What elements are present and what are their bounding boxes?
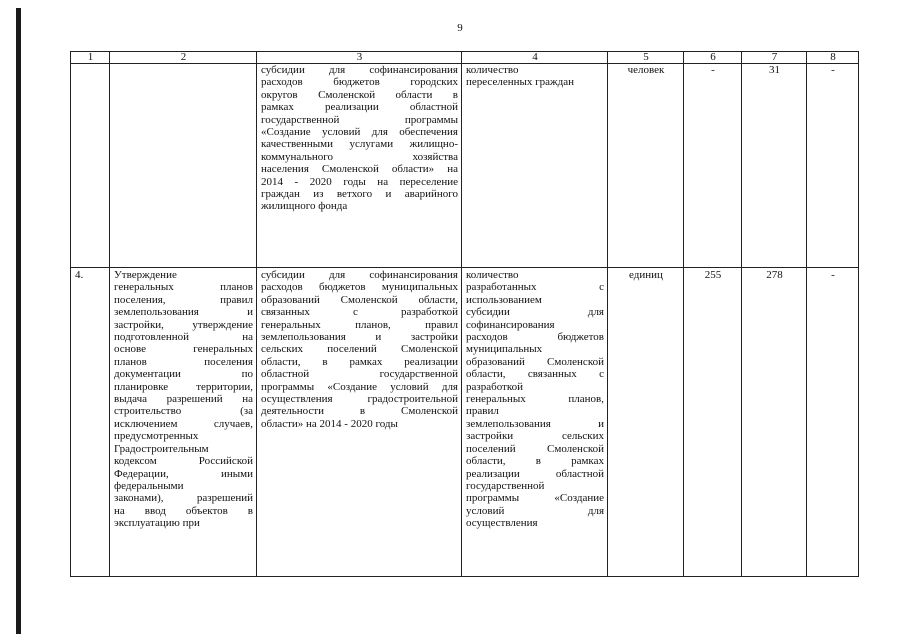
activity-cell	[110, 268, 257, 577]
cell-text-line: поселения, правил	[114, 293, 253, 306]
value-cell-col6: 255	[684, 268, 742, 577]
cell-text-line: деятельности в Смоленской	[261, 405, 458, 418]
cell-text-line: связанных с разработкой	[261, 306, 458, 319]
table-row	[71, 268, 859, 577]
header-cell: 8	[807, 52, 859, 64]
cell-text-line: генеральных планов, правил	[261, 318, 458, 331]
indicator-cell	[462, 64, 608, 268]
cell-text-line: рамках реализации областной	[261, 101, 458, 114]
cell-text-line: расходов бюджетов муниципальных	[261, 281, 458, 294]
cell-text-line: Федерации, иными	[114, 467, 253, 480]
table-row	[71, 64, 859, 268]
cell-text-line: эксплуатацию при	[114, 517, 200, 530]
unit-cell: человек	[608, 64, 684, 268]
page-number: 9	[457, 22, 463, 34]
cell-text-line: генеральных планов	[114, 281, 253, 294]
cell-text-line: исключением случаев,	[114, 417, 253, 430]
header-cell: 3	[257, 52, 462, 64]
cell-text-line: сельских поселений Смоленской	[261, 343, 458, 356]
value-cell-col7: 31	[742, 64, 807, 268]
header-cell: 7	[742, 52, 807, 64]
cell-text-line: осуществления градостроительной	[261, 393, 458, 406]
cell-text-line: планов поселения	[114, 355, 253, 368]
header-row	[71, 52, 859, 64]
funding-source-cell	[257, 64, 462, 268]
cell-text-line: образований Смоленской	[466, 355, 604, 368]
cell-text-line: области» на 2014 - 2020 годы	[261, 417, 398, 430]
cell-text-line: 2014 - 2020 годы на переселение	[261, 175, 458, 188]
cell-text-line: строительство (за	[114, 405, 253, 418]
header-cell: 6	[684, 52, 742, 64]
cell-text-line: «Создание условий для обеспечения	[261, 126, 458, 139]
cell-text-line: разработкой	[466, 380, 524, 393]
cell-text-line: кодексом Российской	[114, 455, 253, 468]
value-cell-col8: -	[807, 268, 859, 577]
header-cell: 1	[71, 52, 110, 64]
cell-text-line: жилищного фонда	[261, 200, 348, 213]
cell-text-line: областной государственной	[261, 368, 458, 381]
cell-text-line: выдача разрешений на	[114, 393, 253, 406]
header-cell: 2	[110, 52, 257, 64]
cell-text-line: коммунального хозяйства	[261, 150, 458, 163]
cell-text-line: условий для	[466, 504, 604, 517]
cell-text-line: предусмотренных	[114, 430, 199, 443]
plan-indicators-table	[70, 51, 859, 577]
value-cell-col6: -	[684, 64, 742, 268]
row-number-cell	[71, 64, 110, 268]
cell-text-line: землепользования и застройки	[261, 331, 458, 344]
cell-text-line: граждан из ветхого и аварийного	[261, 188, 458, 201]
header-cell: 4	[462, 52, 608, 64]
cell-text-line: населения Смоленской области» на	[261, 163, 458, 176]
indicator-cell	[462, 268, 608, 577]
cell-text-line: застройки, утверждение	[114, 318, 253, 331]
unit-cell: единиц	[608, 268, 684, 577]
cell-text-line: области, связанных с	[466, 368, 604, 381]
cell-text-line: правил	[466, 405, 499, 418]
cell-text-line: генеральных планов,	[466, 393, 604, 406]
funding-source-cell	[257, 268, 462, 577]
activity-cell	[110, 64, 257, 268]
cell-text-line: количество	[466, 64, 519, 76]
cell-text-line: Градостроительным	[114, 442, 209, 455]
value-cell-col7: 278	[742, 268, 807, 577]
cell-text-line: осуществления	[466, 517, 538, 530]
cell-text-line: качественными услугами жилищно-	[261, 138, 458, 151]
cell-text-line: области, в рамках	[466, 455, 604, 468]
cell-text-line: государственной	[466, 479, 545, 492]
value-cell-col8: -	[807, 64, 859, 268]
cell-text-line: основе генеральных	[114, 343, 253, 356]
cell-text-line: федеральными	[114, 479, 184, 492]
cell-text-line: переселенных граждан	[466, 76, 574, 89]
cell-text-line: на ввод объектов в	[114, 504, 253, 517]
cell-text-line: количество	[466, 269, 519, 281]
cell-text-line: программы «Создание	[466, 492, 604, 505]
cell-text-line: субсидии для	[466, 306, 604, 319]
cell-text-line: планировке территории,	[114, 380, 253, 393]
header-cell: 5	[608, 52, 684, 64]
cell-text-line: документации по	[114, 368, 253, 381]
cell-text-line: расходов бюджетов городских	[261, 76, 458, 89]
cell-text-line: округов Смоленской области в	[261, 88, 458, 101]
cell-text-line: государственной программы	[261, 113, 458, 126]
cell-text-line: землепользования и	[114, 306, 253, 319]
cell-text-line: субсидии для софинансирования	[261, 64, 458, 76]
cell-text-line: использованием	[466, 293, 542, 306]
cell-text-line: разработанных с	[466, 281, 604, 294]
cell-text-line: программы «Создание условий для	[261, 380, 458, 393]
cell-text-line: землепользования и	[466, 417, 604, 430]
cell-text-line: области, в рамках реализации	[261, 355, 458, 368]
cell-text-line: подготовленной на	[114, 331, 253, 344]
cell-text-line: субсидии для софинансирования	[261, 269, 458, 281]
row-number-cell: 4.	[71, 268, 110, 577]
cell-text-line: поселений Смоленской	[466, 442, 604, 455]
cell-text-line: застройки сельских	[466, 430, 604, 443]
scan-edge-bar	[16, 8, 21, 634]
cell-text-line: расходов бюджетов	[466, 331, 604, 344]
cell-text-line: реализации областной	[466, 467, 604, 480]
cell-text-line: образований Смоленской области,	[261, 293, 458, 306]
cell-text-line: софинансирования	[466, 318, 555, 331]
cell-text-line: законами), разрешений	[114, 492, 253, 505]
cell-text-line: Утверждение	[114, 269, 177, 281]
cell-text-line: муниципальных	[466, 343, 543, 356]
